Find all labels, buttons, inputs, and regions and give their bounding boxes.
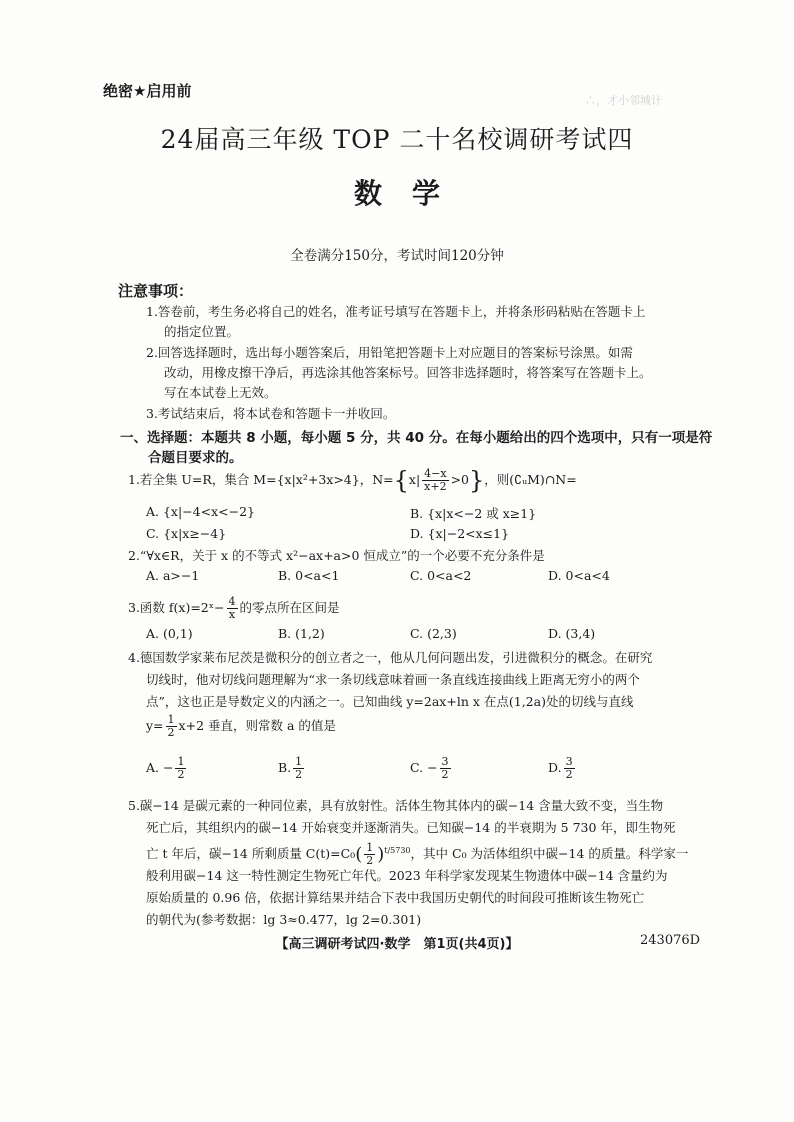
bleed-through-text: ∴，才小邻城计 xyxy=(585,94,662,107)
q3-option-b: B. (1,2) xyxy=(278,626,325,641)
q2-option-c: C. 0<a<2 xyxy=(410,568,472,583)
question-5-line: 5.碳−14 是碳元素的一种同位素，具有放射性。活体生物其体内的碳−14 含量大致不变，当生物 xyxy=(128,798,664,813)
q1-option-b: B. {x|x<−2 或 x≥1} xyxy=(410,506,537,521)
notice-line: 3.考试结束后，将本试卷和答题卡一并收回。 xyxy=(146,406,396,421)
question-4-line: 4.德国数学家莱布尼茨是微积分的创立者之一，他从几何问题出发，引进微积分的概念。在研究 xyxy=(128,650,653,665)
notice-line: 写在本试卷上无效。 xyxy=(164,385,277,400)
q1-option-a: A. {x|−4<x<−2} xyxy=(146,504,255,519)
notice-heading: 注意事项： xyxy=(118,282,194,300)
q2-option-a: A. a>−1 xyxy=(146,568,200,583)
q4-option-b: B. $\frac{1}{2}$ xyxy=(278,755,303,781)
notice-line: 改动，用橡皮擦干净后，再选涂其他答案标号。回答非选择题时，将答案写在答题卡上。 xyxy=(164,365,652,380)
section-heading-cont: 合题目要求的。 xyxy=(148,450,243,466)
q2-option-b: B. 0<a<1 xyxy=(278,568,340,583)
q4-option-a: A. − $\frac{1}{2}$ xyxy=(146,755,185,781)
q3-option-d: D. (3,4) xyxy=(548,626,596,641)
question-5-line: 死亡后，其组织内的碳−14 开始衰变并逐渐消失。已知碳−14 的半衰期为 5 730 年，即生物死 xyxy=(146,820,676,835)
exam-info: 全卷满分150分，考试时间120分钟 xyxy=(290,248,504,264)
q3-option-a: A. (0,1) xyxy=(146,626,193,641)
question-5-line: 般利用碳−14 这一特性测定生物死亡年代。2023 年科学家发现某生物遗体中碳−14 含量约为 xyxy=(146,868,668,883)
section-heading: 一、选择题：本题共 8 小题，每小题 5 分，共 40 分。在每小题给出的四个选项中，只有一项是符 xyxy=(120,430,713,446)
q1-option-c: C. {x|x≥−4} xyxy=(146,526,227,541)
confidential-mark: 绝密★启用前 xyxy=(103,82,192,100)
question-2-stem: 2.“∀x∈R，关于 x 的不等式 x²−ax+a>0 恒成立”的一个必要不充分条件是 xyxy=(128,548,545,563)
question-4-line: 点”，这也正是导数定义的内涵之一。已知曲线 y=2ax+ln x 在点(1,2a)处的切线与直线 xyxy=(146,694,634,709)
page-footer: 【高三调研考试四·数学 第1页(共4页)】 xyxy=(275,937,519,952)
notice-line: 1.答卷前，考生务必将自己的姓名，准考证号填写在答题卡上，并将条形码粘贴在答题卡上 xyxy=(146,304,646,319)
notice-line: 的指定位置。 xyxy=(164,324,240,339)
subject-title: 数学 xyxy=(353,177,470,210)
q4-option-c: C. − $\frac{3}{2}$ xyxy=(410,755,449,781)
q3-option-c: C. (2,3) xyxy=(410,626,457,641)
question-5-line: 原始质量的 0.96 倍，依据计算结果并结合下表中我国历史朝代的时间段可推断该生物死亡 xyxy=(146,890,645,905)
q4-option-d: D. $\frac{3}{2}$ xyxy=(548,755,573,781)
question-4-line: y= $\frac{1}{2}$ x+2 垂直，则常数 a 的值是 xyxy=(146,713,336,739)
notice-line: 2.回答选择题时，选出每小题答案后，用铅笔把答题卡上对应题目的答案标号涂黑。如需 xyxy=(146,345,633,360)
question-4-line: 切线时，他对切线问题理解为“求一条切线意味着画一条直线连接曲线上距离无穷小的两个 xyxy=(146,672,640,687)
q2-option-d: D. 0<a<4 xyxy=(548,568,610,583)
exam-code: 243076D xyxy=(640,933,701,948)
question-3-stem: 3.函数 f(x)=2ˣ− $\frac{4}{x}$ 的零点所在区间是 xyxy=(128,595,340,621)
question-5-line: 的朝代为(参考数据：lg 3≈0.477，lg 2=0.301) xyxy=(146,912,422,927)
exam-title: 24届高三年级 TOP 二十名校调研考试四 xyxy=(160,125,634,154)
q1-option-d: D. {x|−2<x≤1} xyxy=(410,526,510,541)
question-5-line: 亡 t 年后，碳−14 所剩质量 C(t)=C₀( $\frac{1}{2}$ )$^{t/5730}$，其中 C₀ 为活体组织中碳−14 的质量。科学家一 xyxy=(146,841,689,867)
question-1-stem: 1.若全集 U=R，集合 M={x|x²+3x>4}，N={x| $\frac{4-x}{x+2}$ >0}，则(∁ᵤM)∩N= xyxy=(128,466,577,495)
